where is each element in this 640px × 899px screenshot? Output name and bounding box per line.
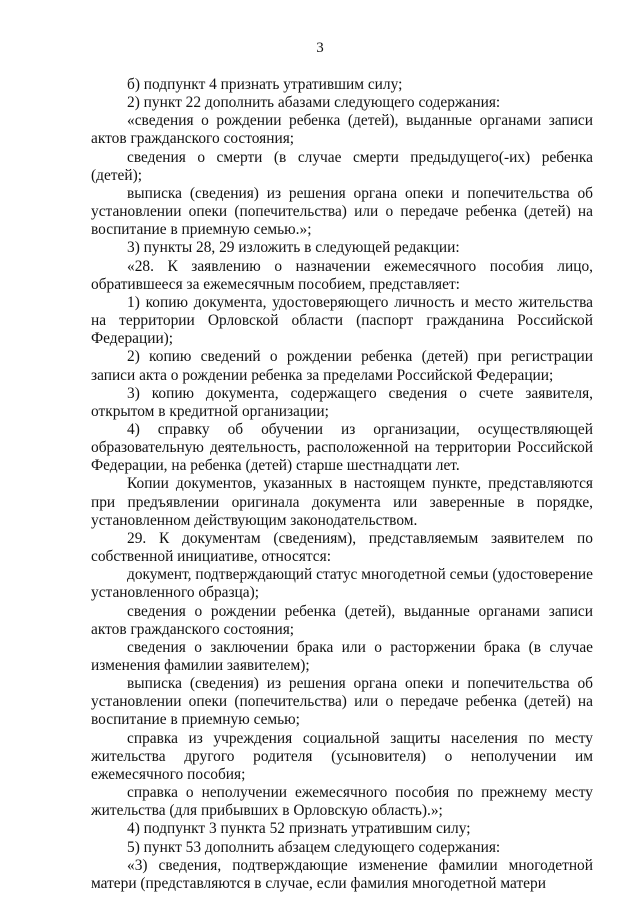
paragraph: «3) сведения, подтверждающие изменение фамилии многодетной матери (представляются в случае, если фамилия многодетной матери [91,856,593,892]
paragraph: 1) копию документа, удостоверяющего личность и место жительства на территории Орловской области (паспорт гражданина Российской Федерации); [91,293,593,348]
paragraph: сведения о заключении брака или о расторжении брака (в случае изменения фамилии заявителем); [91,638,593,674]
paragraph: сведения о смерти (в случае смерти предыдущего(-их) ребенка (детей); [91,148,593,184]
paragraph: документ, подтверждающий статус многодетной семьи (удостоверение установленного образца); [91,566,593,602]
paragraph: 2) пункт 22 дополнить абазами следующего содержания: [127,94,501,112]
paragraph: 3) копию документа, содержащего сведения о счете заявителя, открытом в кредитной организации; [91,384,593,420]
paragraph: б) подпункт 4 признать утратившим силу; [127,76,403,93]
paragraph: справка о неполучении ежемесячного пособия по прежнему месту жительства (для прибывших в Орловскую область).»; [91,784,593,820]
paragraph: «28. К заявлению о назначении ежемесячного пособия лицо, обратившееся за ежемесячным пособием, представляет: [91,257,593,293]
paragraph: 4) подпункт 3 пункта 52 признать утратившим силу; [127,820,471,838]
paragraph: 29. К документам (сведениям), представляемым заявителем по собственной инициативе, относятся: [91,529,593,566]
paragraph: выписка (сведения) из решения органа опеки и попечительства об установлении опеки (попечительства) или о передаче ребенка (детей) на воспитание в приемную семью.»; [91,184,593,239]
paragraph: «сведения о рождении ребенка (детей), выданные органами записи актов гражданского состояния; [91,112,593,148]
paragraph: выписка (сведения) из решения органа опеки и попечительства об установлении опеки (попечительства) или о передаче ребенка (детей) на воспитание в приемную семью; [91,675,593,729]
paragraph: справка из учреждения социальной защиты населения по месту жительства другого родителя (усыновителя) о неполучении им ежемесячного пособия; [91,729,593,783]
paragraph: 4) справку об обучении из организации, осуществляющей образовательную деятельность, расположенной на территории Российской Федерации, на ребенка (детей) старше шестнадцати лет. [91,420,593,475]
paragraph: 5) пункт 53 дополнить абзацем следующего содержания: [127,838,501,856]
paragraph: сведения о рождении ребенка (детей), выданные органами записи актов гражданского состояния; [91,602,593,638]
document-body [91,76,593,893]
page-number: 3 [316,40,324,56]
paragraph: Копии документов, указанных в настоящем пункте, представляются при предъявлении оригинала документа или заверенные в порядке, установленном действующим законодательством. [91,475,593,529]
paragraph: 3) пункты 28, 29 изложить в следующей редакции: [127,239,460,257]
paragraph: 2) копию сведений о рождении ребенка (детей) при регистрации записи акта о рождении ребенка за пределами Российской Федерации; [91,348,593,384]
